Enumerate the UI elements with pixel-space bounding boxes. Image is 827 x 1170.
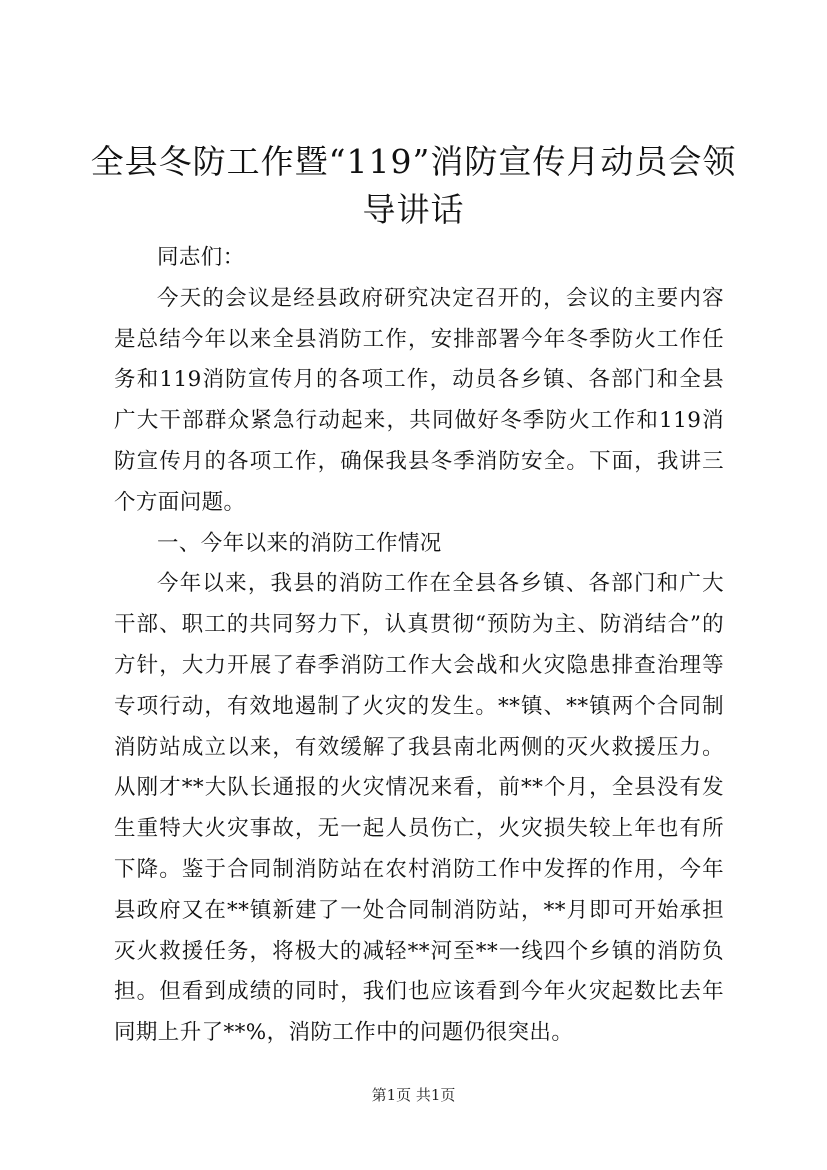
document-title: 全县冬防工作暨“119”消防宣传月动员会领导讲话 bbox=[90, 142, 737, 229]
page-footer: 第1页 共1页 bbox=[371, 1086, 456, 1104]
section-heading: 一、今年以来的消防工作情况 bbox=[157, 530, 442, 556]
document-body bbox=[114, 238, 724, 1054]
paragraph-situation: 今年以来，我县的消防工作在全县各乡镇、各部门和广大干部、职工的共同努力下，认真贯彻“预防为主、防消结合”的方针，大力开展了春季消防工作大会战和火灾隐患排查治理等专项行动，有效地遏制了火灾的发生。**镇、**镇两个合同制消防站成立以来，有效缓解了我县南北两侧的灭火救援压力。从刚才**大队长通报的火灾情况来看，前**个月，全县没有发生重特大火灾事故，无一起人员伤亡，火灾损失较上年也有所下降。鉴于合同制消防站在农村消防工作中发挥的作用，今年县政府又在**镇新建了一处合同制消防站，**月即可开始承担灭火救援任务，将极大的减轻**河至**一线四个乡镇的消防负担。但看到成绩的同时，我们也应该看到今年火灾起数比去年同期上升了**%，消防工作中的问题仍很突出。 bbox=[114, 571, 724, 1046]
greeting: 同志们： bbox=[157, 245, 245, 270]
paragraph-intro: 今天的会议是经县政府研究决定召开的，会议的主要内容是总结今年以来全县消防工作，安排部署今年冬季防火工作任务和119消防宣传月的各项工作，动员各乡镇、各部门和全县广大干部群众紧急行动起来，共同做好冬季防火工作和119消防宣传月的各项工作，确保我县冬季消防安全。下面，我讲三个方面问题。 bbox=[114, 285, 724, 515]
